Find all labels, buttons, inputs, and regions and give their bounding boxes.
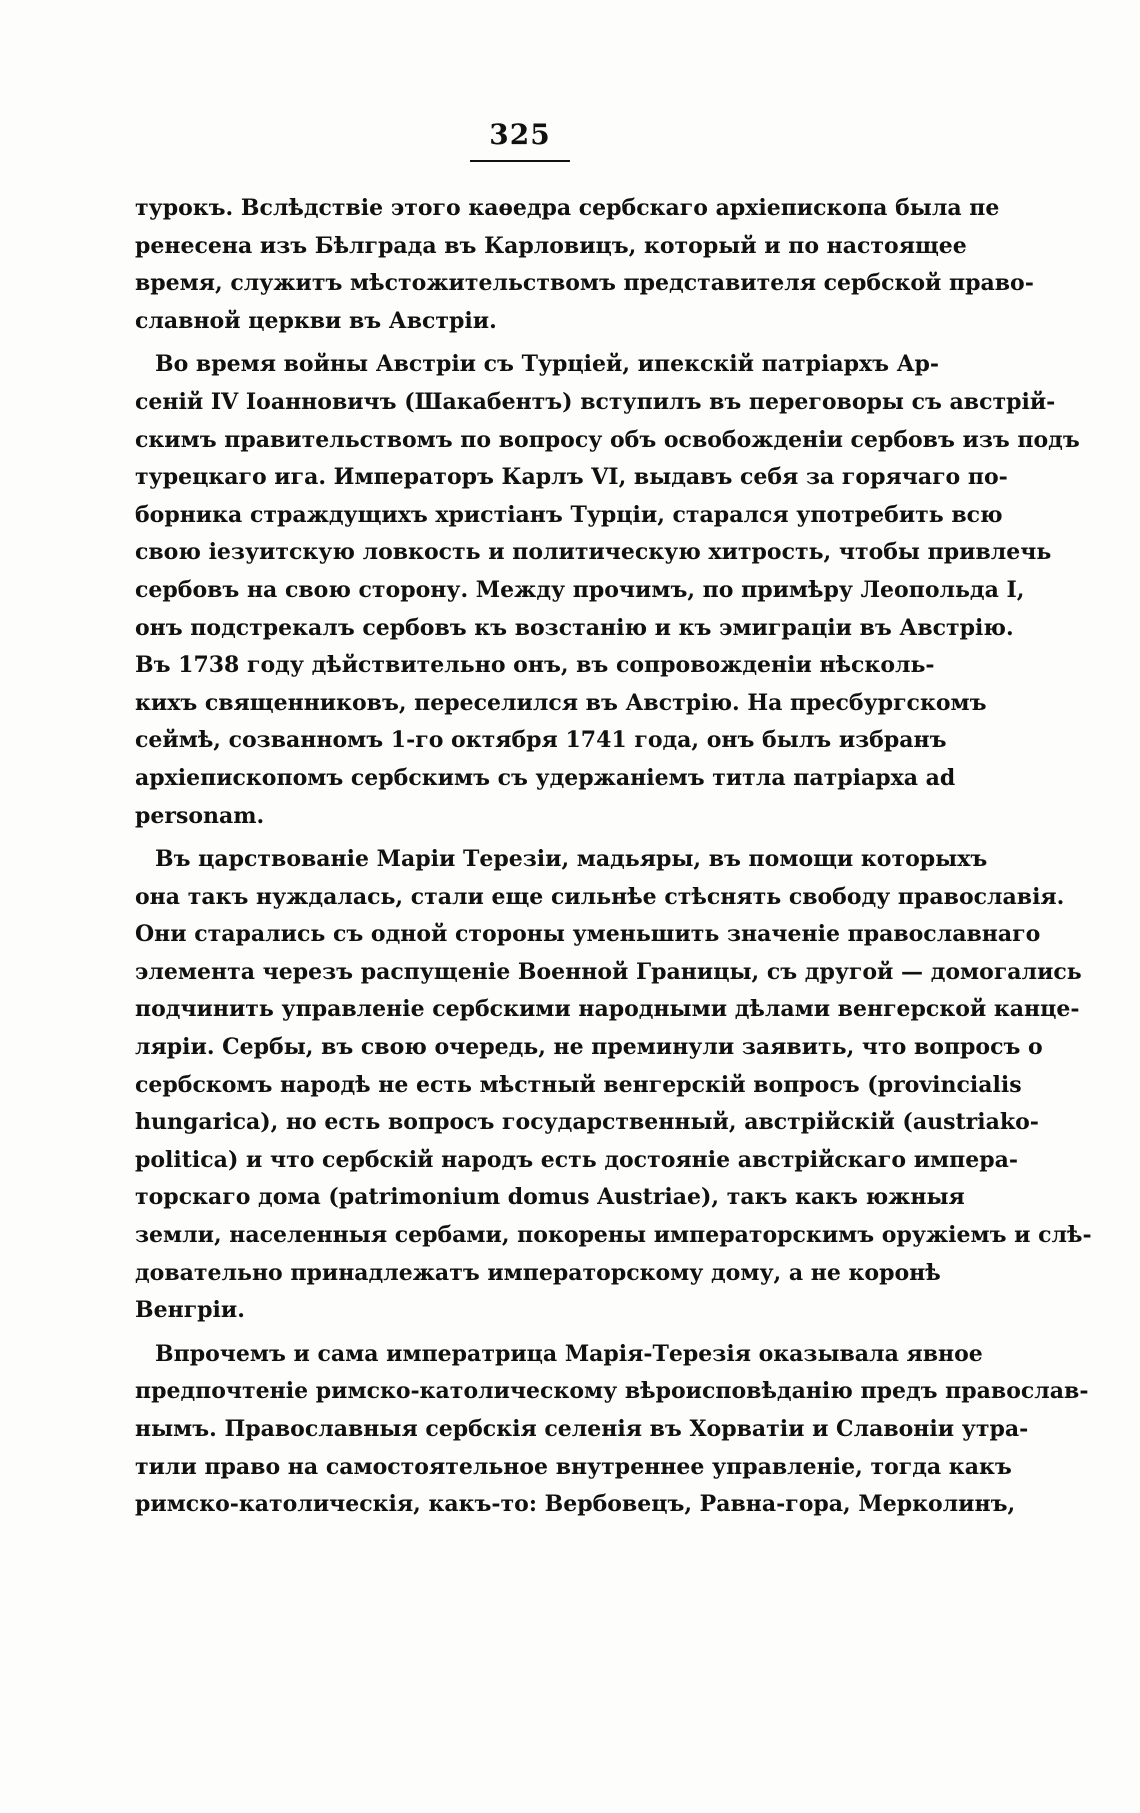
text-line: hungarica), но есть вопросъ государственный, австрійскій (austriako-: [135, 1109, 1039, 1136]
text-line: время, служитъ мѣстожительствомъ представителя сербской право-: [135, 270, 1034, 297]
text-line: сербскомъ народѣ не есть мѣстный венгерскій вопросъ (provincialis: [135, 1071, 1022, 1098]
paragraph: [135, 841, 1092, 1330]
text-line: Впрочемъ и сама императрица Марія-Терезія оказывала явное: [155, 1340, 983, 1367]
page-number: 325: [489, 118, 551, 151]
text-line: personam.: [135, 802, 265, 829]
text-line: сеймѣ, созванномъ 1-го октября 1741 года, онъ былъ избранъ: [135, 727, 947, 754]
text-line: Венгріи.: [135, 1297, 245, 1324]
text-line: ренесена изъ Бѣлграда въ Карловицъ, который и по настоящее: [135, 232, 967, 259]
body-text: [135, 190, 1092, 1524]
text-line: Они старались съ одной стороны уменьшить значеніе православнаго: [135, 921, 1041, 948]
text-line: турокъ. Вслѣдствіе этого каѳедра сербскаго архіепископа была пе: [135, 195, 1000, 221]
text-line: сеній IV Іоанновичъ (Шакабентъ) вступилъ въ переговоры съ австрій-: [135, 388, 1056, 415]
text-line: довательно принадлежатъ императорскому дому, а не коронѣ: [135, 1259, 941, 1286]
text-line: онъ подстрекалъ сербовъ къ возстанію и къ эмиграціи въ Австрію.: [135, 614, 1014, 641]
text-line: нымъ. Православныя сербскія селенія въ Хорватіи и Славоніи утра-: [135, 1416, 1029, 1442]
text-line: скимъ правительствомъ по вопросу объ освобожденіи сербовъ изъ подъ: [135, 426, 1080, 453]
page-number-rule: [470, 160, 570, 162]
text-line: предпочтеніе римско-католическому вѣроисповѣданію предъ православ-: [135, 1378, 1089, 1405]
paragraph: [135, 346, 1080, 835]
text-line: торскаго дома (patrimonium domus Austriae), такъ какъ южныя: [135, 1184, 965, 1211]
text-line: она такъ нуждалась, стали еще сильнѣе стѣснять свободу православія.: [135, 883, 1065, 910]
text-line: ляріи. Сербы, въ свою очередь, не преминули заявить, что вопросъ о: [135, 1034, 1043, 1061]
text-line: турецкаго ига. Императоръ Карлъ VI, выдавъ себя за горячаго по-: [135, 464, 1008, 491]
text-line: сербовъ на свою сторону. Между прочимъ, по примѣру Леопольда I,: [135, 576, 1025, 603]
text-line: politica) и что сербскій народъ есть достояніе австрійскаго импера-: [135, 1146, 1019, 1173]
text-line: Во время войны Австріи съ Турціей, ипекскій патріархъ Ар-: [155, 351, 940, 378]
text-line: кихъ священниковъ, переселился въ Австрію. На пресбургскомъ: [135, 689, 987, 716]
text-line: архіепископомъ сербскимъ съ удержаніемъ титла патріарха ad: [135, 764, 956, 791]
paragraph: [135, 1336, 1089, 1524]
paragraph: [135, 190, 1034, 340]
text-line: Въ царствованіе Маріи Терезіи, мадьяры, въ помощи которыхъ: [155, 846, 988, 873]
text-line: славной церкви въ Австріи.: [135, 307, 497, 334]
text-line: римско-католическія, какъ-то: Вербовецъ, Равна-гора, Мерколинъ,: [135, 1491, 1016, 1518]
text-line: земли, населенныя сербами, покорены императорскимъ оружіемъ и слѣ-: [135, 1222, 1092, 1249]
text-line: тили право на самостоятельное внутреннее управленіе, тогда какъ: [135, 1453, 1012, 1480]
text-line: свою іезуитскую ловкость и политическую хитрость, чтобы привлечь: [135, 539, 1052, 566]
text-line: Въ 1738 году дѣйствительно онъ, въ сопровожденіи нѣсколь-: [135, 652, 935, 679]
text-line: элемента черезъ распущеніе Военной Границы, съ другой — домогались: [135, 958, 1082, 985]
text-line: подчинить управленіе сербскими народными дѣлами венгерской канце-: [135, 996, 1080, 1023]
text-line: борника страждущихъ христіанъ Турціи, старался употребить всю: [135, 501, 1003, 528]
